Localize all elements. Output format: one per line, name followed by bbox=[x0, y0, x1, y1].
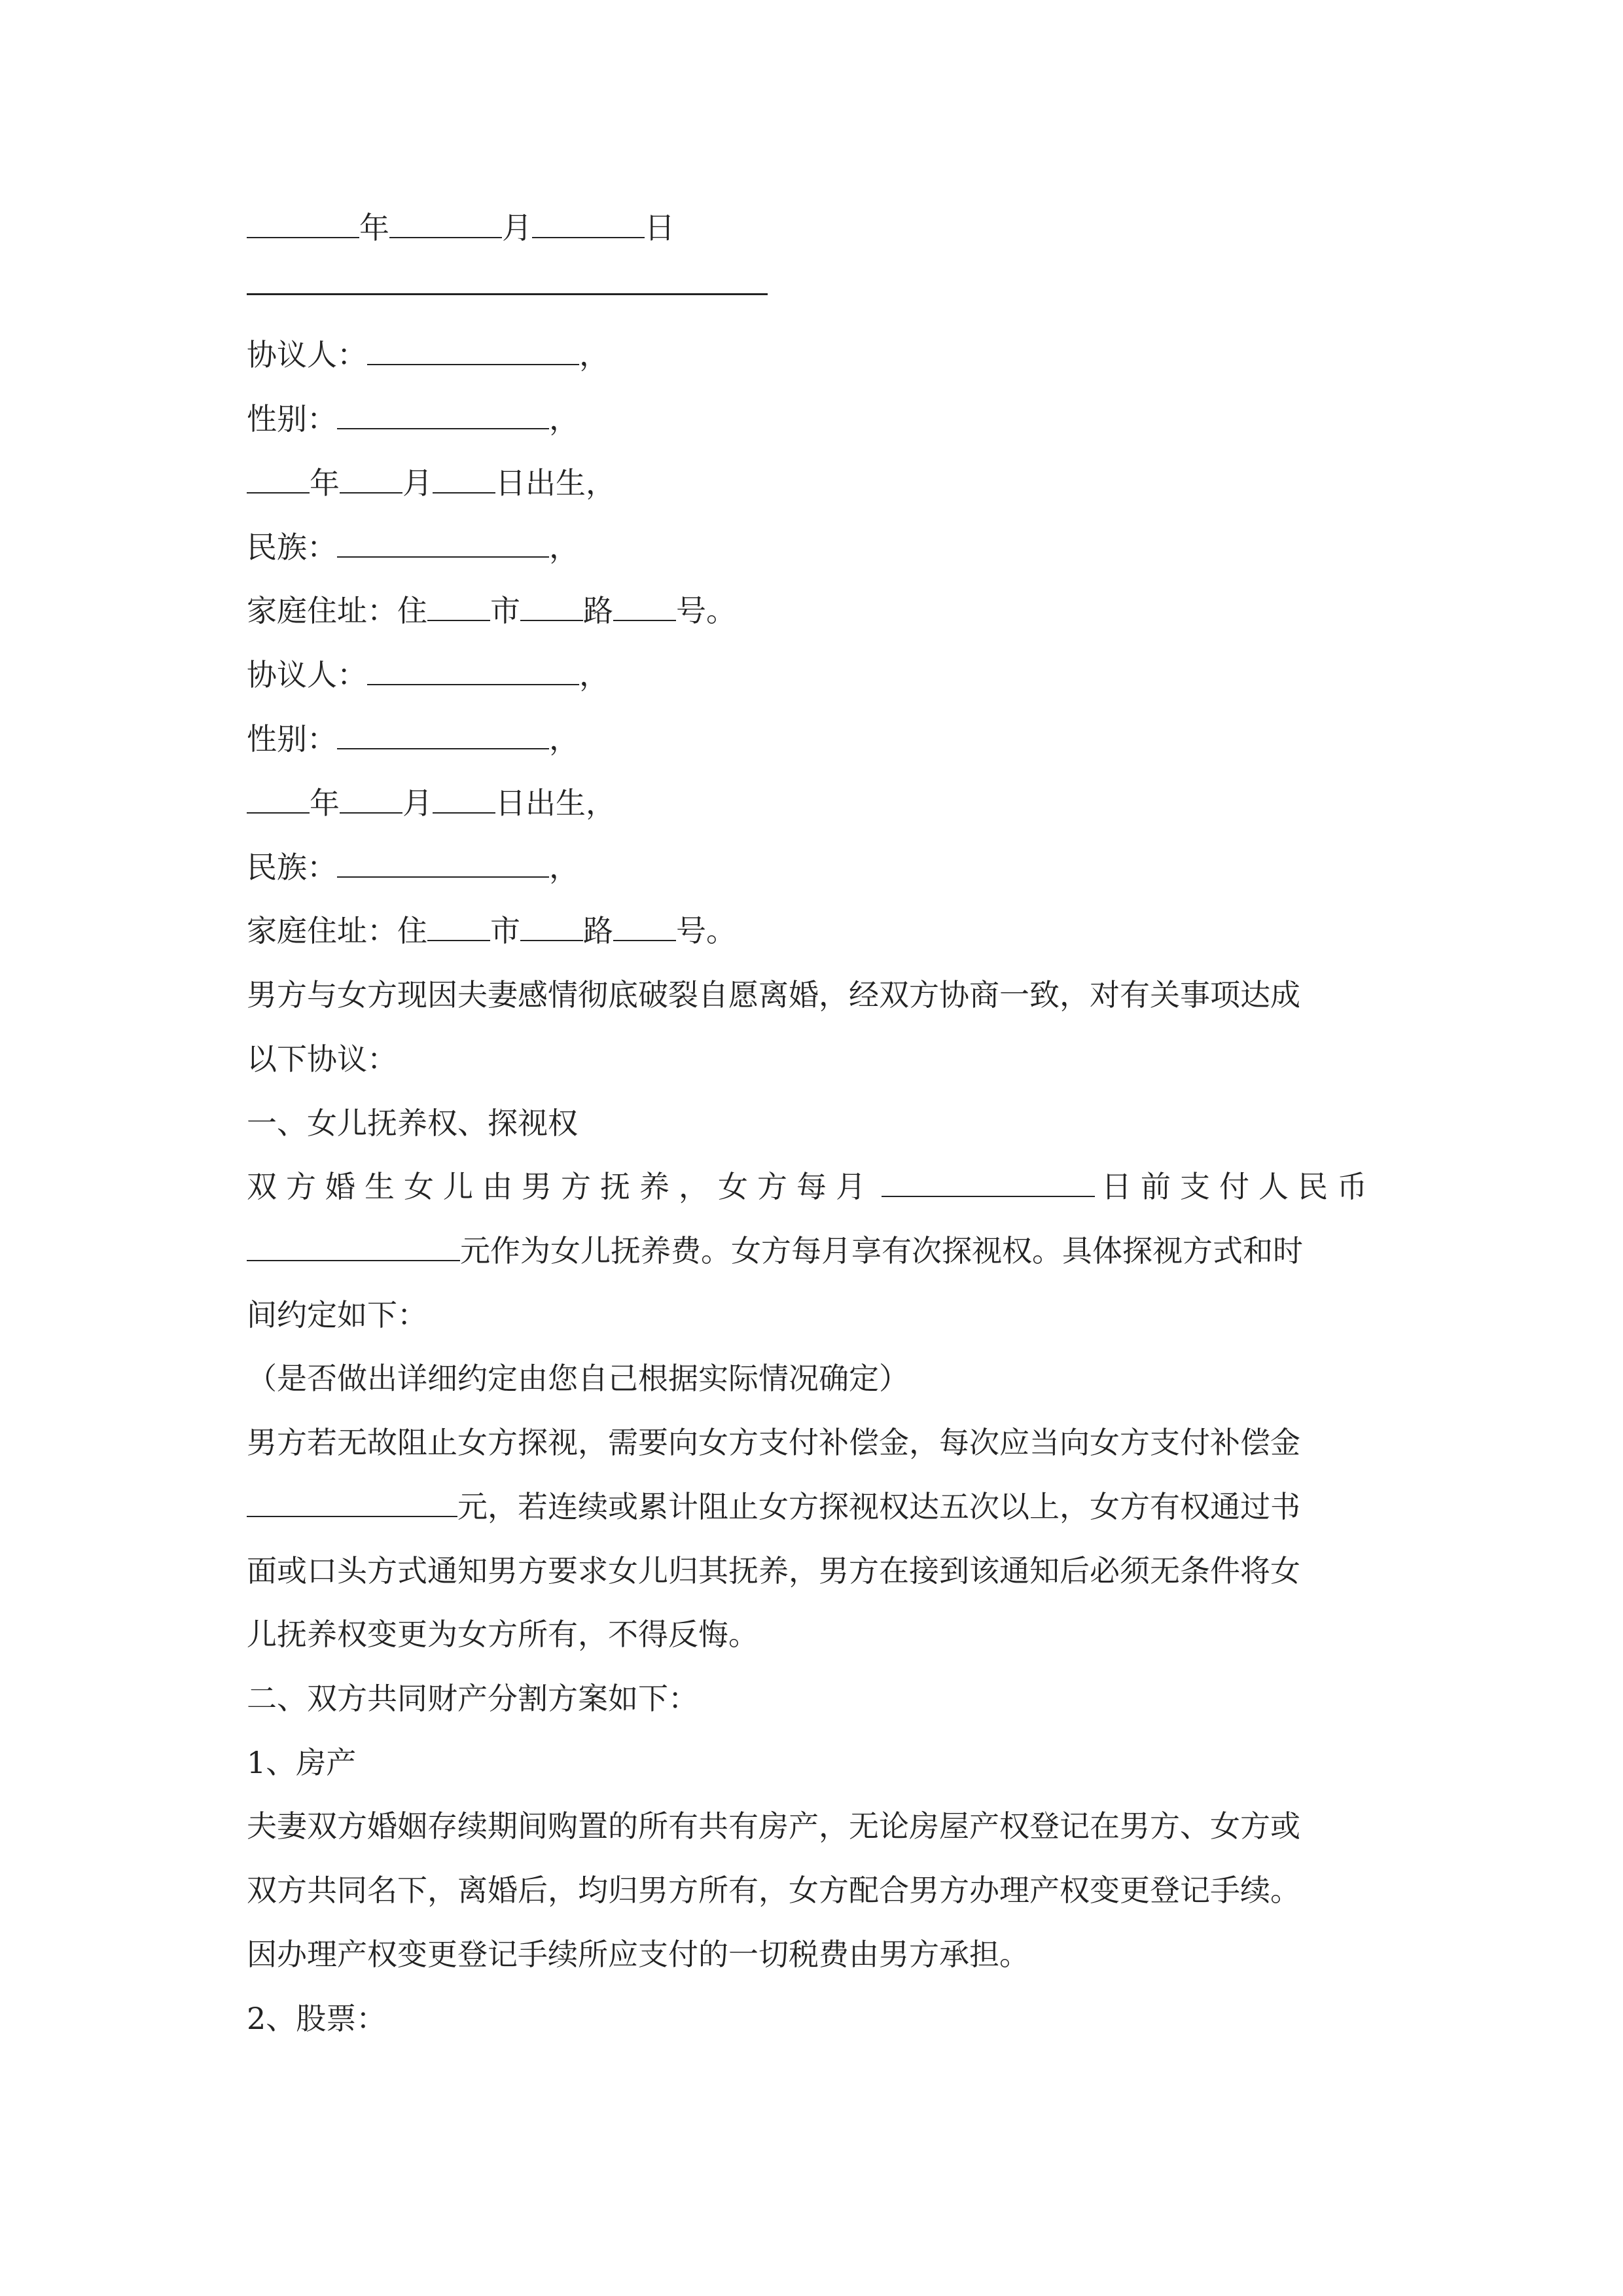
party2-road-blank[interactable] bbox=[520, 911, 583, 941]
month-label: 月 bbox=[502, 210, 532, 245]
section1-p2-line-1: 男方若无故阻止女方探视，需要向女方支付补偿金，每次应当向女方支付补偿金 bbox=[247, 1425, 1300, 1460]
party1-birth-line: 年 月 日出生， bbox=[247, 463, 616, 503]
party1-address-line: 家庭住址：住 市 路 号。 bbox=[247, 591, 736, 630]
section1-p2-line-2: 元，若连续或累计阻止女方探视权达五次以上，女方有权通过书 bbox=[247, 1487, 1300, 1526]
party1-birth-day-blank[interactable] bbox=[433, 463, 495, 493]
section1-p1-line-1: 双方婚生女儿由男方抚养，女方每月 日前支付人民币 bbox=[247, 1167, 1376, 1206]
month-blank[interactable] bbox=[389, 208, 502, 238]
party2-number-blank[interactable] bbox=[613, 911, 676, 941]
separator-rule bbox=[247, 293, 768, 295]
party1-ethnicity-blank[interactable] bbox=[337, 528, 549, 558]
party2-gender-line: 性别： ， bbox=[247, 719, 579, 759]
party1-ethnicity-line: 民族： ， bbox=[247, 528, 579, 567]
party1-name-blank[interactable] bbox=[367, 335, 579, 365]
party2-ethnicity-line: 民族： ， bbox=[247, 848, 579, 887]
party2-birth-year-blank[interactable] bbox=[247, 783, 310, 814]
party1-birth-year-blank[interactable] bbox=[247, 463, 310, 493]
name-label: 协议人： bbox=[247, 337, 367, 372]
year-blank[interactable] bbox=[247, 208, 359, 238]
party1-gender-blank[interactable] bbox=[337, 399, 549, 429]
section2-item1-line-3: 因办理产权变更登记手续所应支付的一切税费由男方承担。 bbox=[247, 1937, 1029, 1972]
section2-heading: 二、双方共同财产分割方案如下： bbox=[247, 1681, 698, 1716]
gender-label: 性别： bbox=[247, 401, 337, 437]
section2-item1-line-2: 双方共同名下，离婚后，均归男方所有，女方配合男方办理产权变更登记手续。 bbox=[247, 1873, 1300, 1908]
payment-day-blank[interactable] bbox=[882, 1167, 1095, 1197]
party1-gender-line: 性别： ， bbox=[247, 399, 579, 439]
party1-number-blank[interactable] bbox=[613, 591, 676, 621]
section1-p1-line-3: 间约定如下： bbox=[247, 1297, 427, 1333]
name-label: 协议人： bbox=[247, 657, 367, 692]
party2-birth-day-blank[interactable] bbox=[433, 783, 495, 814]
section2-item1-heading: 1、房产 bbox=[247, 1745, 357, 1780]
section1-heading: 一、女儿抚养权、探视权 bbox=[247, 1105, 578, 1141]
gender-label: 性别： bbox=[247, 721, 337, 757]
section2-item1-line-1: 夫妻双方婚姻存续期间购置的所有共有房产，无论房屋产权登记在男方、女方或 bbox=[247, 1808, 1300, 1844]
day-label: 日 bbox=[645, 210, 675, 245]
section1-note: （是否做出详细约定由您自己根据实际情况确定） bbox=[247, 1361, 909, 1396]
year-label: 年 bbox=[359, 210, 389, 245]
party2-name-blank[interactable] bbox=[367, 655, 579, 685]
ethnicity-label: 民族： bbox=[247, 850, 337, 885]
party1-road-blank[interactable] bbox=[520, 591, 583, 621]
party2-gender-blank[interactable] bbox=[337, 719, 549, 749]
support-amount-blank[interactable] bbox=[247, 1231, 460, 1261]
party2-city-blank[interactable] bbox=[427, 911, 490, 941]
section1-p1-line-2: 元作为女儿抚养费。女方每月享有次探视权。具体探视方式和时 bbox=[247, 1231, 1303, 1270]
section2-item2-heading: 2、股票： bbox=[247, 2001, 387, 2036]
section1-p2-line-4: 儿抚养权变更为女方所有，不得反悔。 bbox=[247, 1617, 758, 1652]
day-blank[interactable] bbox=[532, 208, 645, 238]
section1-p2-line-3: 面或口头方式通知男方要求女儿归其抚养，男方在接到该通知后必须无条件将女 bbox=[247, 1553, 1300, 1588]
party1-city-blank[interactable] bbox=[427, 591, 490, 621]
intro-line-1: 男方与女方现因夫妻感情彻底破裂自愿离婚，经双方协商一致，对有关事项达成 bbox=[247, 977, 1300, 1013]
date-line bbox=[247, 208, 675, 247]
party1-name-line: 协议人： ， bbox=[247, 335, 609, 374]
intro-line-2: 以下协议： bbox=[247, 1041, 397, 1077]
ethnicity-label: 民族： bbox=[247, 529, 337, 565]
party2-name-line: 协议人： ， bbox=[247, 655, 609, 694]
compensation-amount-blank[interactable] bbox=[247, 1487, 457, 1517]
party1-birth-month-blank[interactable] bbox=[340, 463, 402, 493]
party2-ethnicity-blank[interactable] bbox=[337, 848, 549, 878]
party2-address-line: 家庭住址：住 市 路 号。 bbox=[247, 911, 736, 950]
party2-birth-month-blank[interactable] bbox=[340, 783, 402, 814]
party2-birth-line: 年 月 日出生， bbox=[247, 783, 616, 823]
